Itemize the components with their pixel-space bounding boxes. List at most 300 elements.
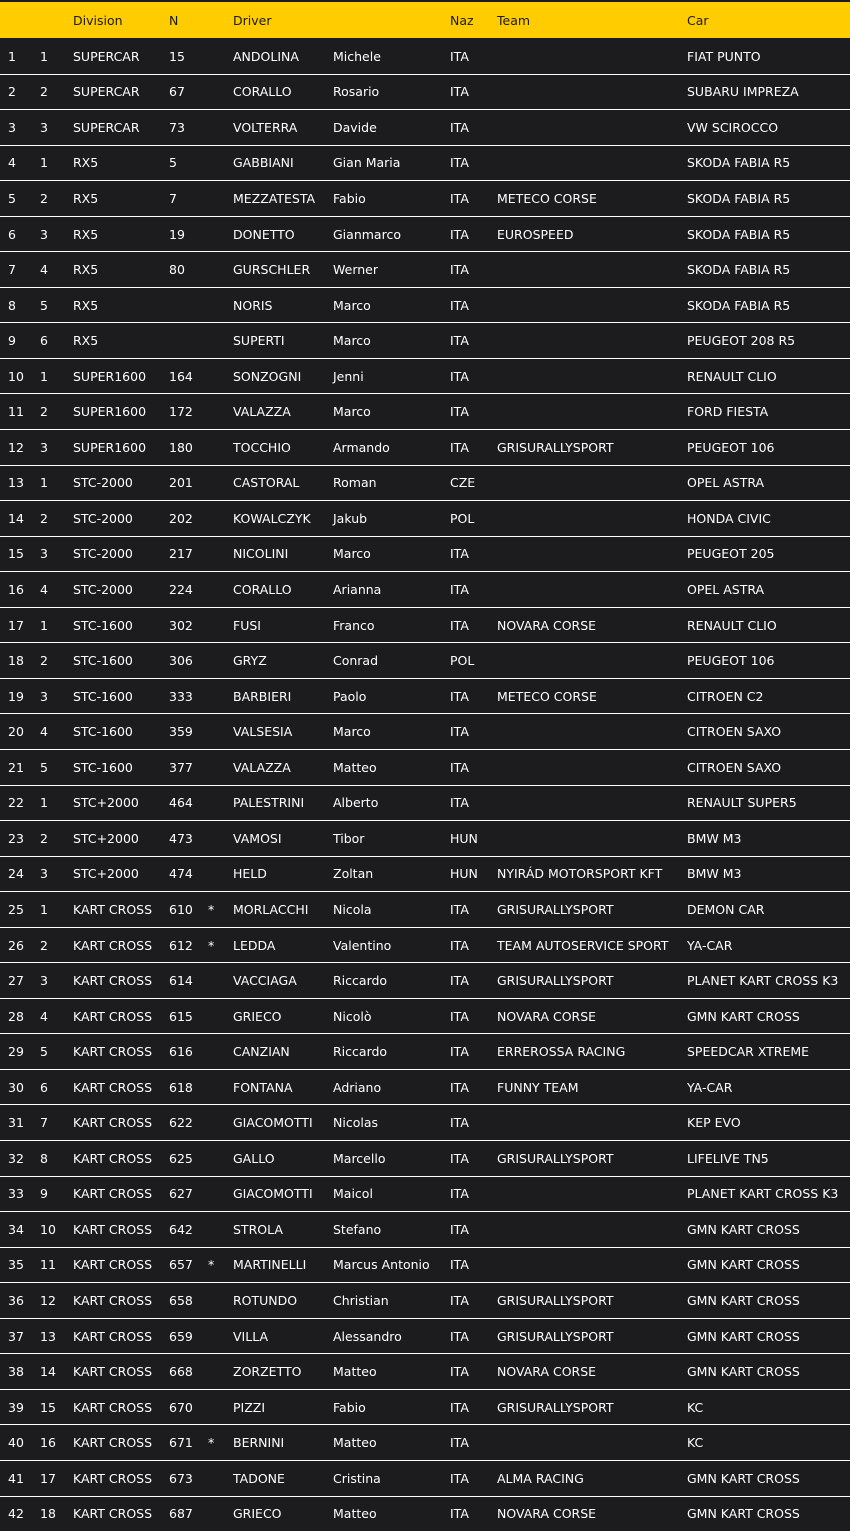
row-nationality: ITA (450, 1186, 469, 1202)
row-firstname: Franco (333, 617, 375, 633)
table-row[interactable] (0, 323, 850, 359)
row-firstname: Davide (333, 119, 377, 135)
row-surname: MEZZATESTA (233, 190, 316, 206)
table-row[interactable] (0, 1425, 850, 1461)
row-firstname: Jakub (333, 510, 368, 526)
row-number: 614 (169, 973, 193, 989)
row-team: GRISURALLYSPORT (497, 901, 614, 917)
row-number: 19 (169, 226, 185, 242)
row-number: 474 (169, 866, 193, 882)
row-number: 224 (169, 582, 193, 597)
row-number: 673 (169, 1470, 193, 1486)
row-position: 34 (8, 1221, 24, 1237)
row-firstname: Alessandro (333, 1328, 402, 1344)
row-surname: KOWALCZYK (233, 510, 311, 526)
table-header (0, 2, 850, 38)
row-car: GMN KART CROSS (687, 1506, 800, 1522)
row-surname: GABBIANI (233, 155, 294, 171)
row-class-position: 9 (40, 1186, 48, 1202)
row-nationality: ITA (450, 1257, 469, 1273)
row-position: 42 (8, 1506, 24, 1522)
row-position: 26 (8, 937, 24, 953)
row-surname: ZORZETTO (233, 1364, 302, 1380)
row-number: 612 (169, 937, 193, 953)
row-car: GMN KART CROSS (687, 1221, 800, 1237)
row-firstname: Marco (333, 333, 371, 349)
row-firstname: Marcello (333, 1150, 386, 1166)
row-car: FORD FIESTA (687, 404, 769, 420)
row-car: YA-CAR (687, 937, 733, 953)
row-class-position: 6 (40, 1079, 48, 1095)
header-nationality[interactable]: Naz (450, 12, 474, 28)
header-driver[interactable]: Driver (233, 12, 272, 28)
row-class-position: 4 (40, 1008, 48, 1024)
row-nationality: CZE (450, 475, 476, 491)
row-firstname: Alberto (333, 795, 379, 811)
row-flag: * (208, 1257, 215, 1273)
row-division: KART CROSS (73, 937, 153, 953)
row-number: 627 (169, 1186, 193, 1202)
row-surname: MARTINELLI (233, 1257, 307, 1273)
table-row[interactable] (0, 1212, 850, 1248)
row-nationality: ITA (450, 439, 469, 455)
row-firstname: Valentino (333, 937, 392, 953)
row-car: PLANET KART CROSS K3 (687, 973, 839, 989)
row-class-position: 4 (40, 582, 48, 597)
row-team: NOVARA CORSE (497, 1364, 597, 1380)
row-number: 67 (169, 84, 185, 100)
row-nationality: ITA (450, 1044, 469, 1060)
row-division: SUPER1600 (73, 439, 147, 455)
table-row[interactable] (0, 217, 850, 253)
row-car: HONDA CIVIC (687, 510, 771, 526)
row-firstname: Arianna (333, 582, 382, 597)
row-number: 377 (169, 759, 193, 775)
row-division: SUPERCAR (73, 48, 140, 64)
row-nationality: ITA (450, 1008, 469, 1024)
row-position: 15 (8, 546, 24, 562)
table-row[interactable] (0, 501, 850, 537)
row-surname: PALESTRINI (233, 795, 305, 811)
row-number: 615 (169, 1008, 193, 1024)
row-division: KART CROSS (73, 1364, 153, 1380)
row-division: KART CROSS (73, 1221, 153, 1237)
row-number: 658 (169, 1293, 193, 1308)
table-row[interactable] (0, 1461, 850, 1497)
row-division: SUPER1600 (73, 368, 147, 384)
table-row[interactable] (0, 110, 850, 146)
row-position: 1 (8, 48, 16, 64)
row-surname: BERNINI (233, 1435, 285, 1451)
row-number: 5 (169, 155, 177, 171)
row-number: 668 (169, 1364, 193, 1380)
row-team: EUROSPEED (497, 226, 574, 242)
row-nationality: ITA (450, 1506, 469, 1522)
row-division: SUPERCAR (73, 84, 140, 100)
row-position: 20 (8, 724, 24, 740)
row-surname: FUSI (233, 617, 261, 633)
row-firstname: Nicolò (333, 1008, 372, 1024)
row-position: 4 (8, 155, 16, 171)
row-division: STC-1600 (73, 617, 133, 633)
row-division: KART CROSS (73, 1186, 153, 1202)
header-number[interactable]: N (169, 12, 179, 28)
row-car: SUBARU IMPREZA (687, 84, 799, 100)
row-surname: TADONE (233, 1470, 285, 1486)
row-firstname: Marco (333, 297, 371, 313)
row-position: 5 (8, 190, 16, 206)
row-division: KART CROSS (73, 1150, 153, 1166)
row-firstname: Michele (333, 48, 381, 64)
row-team: GRISURALLYSPORT (497, 439, 614, 455)
table-row[interactable] (0, 359, 850, 395)
row-class-position: 10 (40, 1221, 56, 1237)
table-row[interactable] (0, 75, 850, 111)
row-number: 164 (169, 368, 193, 384)
row-flag: * (208, 937, 215, 953)
row-class-position: 3 (40, 973, 48, 989)
row-car: KC (687, 1399, 704, 1415)
row-position: 6 (8, 226, 16, 242)
table-row[interactable] (0, 608, 850, 644)
row-car: KEP EVO (687, 1115, 741, 1131)
row-class-position: 3 (40, 688, 48, 704)
row-firstname: Armando (333, 439, 390, 455)
row-surname: VILLA (233, 1328, 269, 1344)
table-row[interactable] (0, 1177, 850, 1213)
row-nationality: POL (450, 510, 475, 526)
row-division: STC-1600 (73, 759, 133, 775)
row-position: 7 (8, 262, 16, 278)
row-number: 172 (169, 404, 193, 420)
row-car: YA-CAR (687, 1079, 733, 1095)
table-row[interactable] (0, 963, 850, 999)
row-car: RENAULT CLIO (687, 617, 777, 633)
row-surname: NORIS (233, 297, 273, 313)
row-car: OPEL ASTRA (687, 475, 765, 491)
row-surname: CANZIAN (233, 1044, 290, 1060)
row-car: GMN KART CROSS (687, 1328, 800, 1344)
row-firstname: Marco (333, 724, 371, 740)
table-row[interactable] (0, 1497, 850, 1532)
row-team: NOVARA CORSE (497, 1506, 597, 1522)
table-row[interactable] (0, 892, 850, 928)
row-firstname: Matteo (333, 759, 377, 775)
row-nationality: ITA (450, 901, 469, 917)
row-position: 38 (8, 1364, 24, 1380)
table-row[interactable] (0, 1141, 850, 1177)
row-car: CITROEN SAXO (687, 759, 782, 775)
row-nationality: ITA (450, 84, 469, 100)
table-row[interactable] (0, 928, 850, 964)
row-car: PEUGEOT 205 (687, 546, 775, 562)
row-surname: GRIECO (233, 1008, 282, 1024)
row-surname: DONETTO (233, 226, 295, 242)
row-team: ERREROSSA RACING (497, 1044, 626, 1060)
row-number: 202 (169, 510, 193, 526)
row-surname: VOLTERRA (233, 119, 298, 135)
row-firstname: Gianmarco (333, 226, 401, 242)
row-nationality: ITA (450, 262, 469, 278)
row-nationality: HUN (450, 866, 478, 882)
row-class-position: 16 (40, 1435, 56, 1451)
row-surname: CASTORAL (233, 475, 300, 491)
row-division: KART CROSS (73, 1079, 153, 1095)
row-class-position: 6 (40, 333, 48, 349)
table-row[interactable] (0, 1070, 850, 1106)
row-number: 359 (169, 724, 193, 740)
row-surname: ANDOLINA (233, 48, 299, 64)
table-row[interactable] (0, 714, 850, 750)
row-firstname: Roman (333, 475, 377, 491)
row-car: FIAT PUNTO (687, 48, 761, 64)
row-number: 659 (169, 1328, 193, 1344)
row-position: 30 (8, 1079, 24, 1095)
row-car: SKODA FABIA R5 (687, 190, 791, 206)
row-position: 41 (8, 1470, 24, 1486)
row-firstname: Matteo (333, 1364, 377, 1380)
header-division[interactable]: Division (73, 12, 123, 28)
table-row[interactable] (0, 999, 850, 1035)
row-car: SKODA FABIA R5 (687, 226, 791, 242)
table-row[interactable] (0, 750, 850, 786)
row-division: SUPER1600 (73, 404, 147, 420)
row-nationality: ITA (450, 1435, 469, 1451)
row-firstname: Conrad (333, 653, 379, 669)
row-car: PEUGEOT 106 (687, 653, 775, 669)
row-number: 671 (169, 1435, 193, 1451)
row-surname: LEDDA (233, 937, 276, 953)
row-position: 35 (8, 1257, 24, 1273)
row-surname: GRIECO (233, 1506, 282, 1522)
row-surname: TOCCHIO (233, 439, 291, 455)
row-class-position: 2 (40, 830, 48, 846)
table-row[interactable] (0, 679, 850, 715)
row-nationality: ITA (450, 1399, 469, 1415)
table-row[interactable] (0, 1283, 850, 1319)
row-nationality: ITA (450, 1470, 469, 1486)
row-car: CITROEN SAXO (687, 724, 782, 740)
row-car: PEUGEOT 208 R5 (687, 333, 796, 349)
row-nationality: ITA (450, 1328, 469, 1344)
row-class-position: 3 (40, 226, 48, 242)
row-number: 687 (169, 1506, 193, 1522)
row-class-position: 2 (40, 404, 48, 420)
row-nationality: ITA (450, 724, 469, 740)
row-nationality: ITA (450, 546, 469, 562)
row-class-position: 17 (40, 1470, 56, 1486)
row-nationality: ITA (450, 1115, 469, 1131)
row-division: KART CROSS (73, 1470, 153, 1486)
row-division: KART CROSS (73, 1435, 153, 1451)
row-division: KART CROSS (73, 1399, 153, 1415)
row-surname: BARBIERI (233, 688, 292, 704)
table-row[interactable] (0, 537, 850, 573)
table-row[interactable] (0, 786, 850, 822)
row-division: STC-1600 (73, 688, 133, 704)
table-row[interactable] (0, 857, 850, 893)
row-nationality: ITA (450, 297, 469, 313)
row-surname: HELD (233, 866, 267, 882)
row-position: 40 (8, 1435, 24, 1451)
row-surname: GIACOMOTTI (233, 1186, 313, 1202)
row-division: KART CROSS (73, 1257, 153, 1273)
row-firstname: Maicol (333, 1186, 373, 1202)
row-division: KART CROSS (73, 1506, 153, 1522)
row-firstname: Riccardo (333, 973, 388, 989)
table-row[interactable] (0, 643, 850, 679)
row-firstname: Jenni (333, 368, 364, 384)
row-nationality: ITA (450, 1364, 469, 1380)
row-position: 2 (8, 84, 16, 100)
row-nationality: ITA (450, 155, 469, 171)
row-class-position: 3 (40, 439, 48, 455)
row-class-position: 1 (40, 475, 48, 491)
row-class-position: 3 (40, 119, 48, 135)
row-surname: FONTANA (233, 1079, 293, 1095)
table-row[interactable] (0, 572, 850, 608)
row-surname: SONZOGNI (233, 368, 302, 384)
table-row[interactable] (0, 288, 850, 324)
row-class-position: 1 (40, 48, 48, 64)
row-class-position: 4 (40, 724, 48, 740)
row-position: 21 (8, 759, 24, 775)
row-number: 622 (169, 1115, 193, 1131)
row-firstname: Marco (333, 546, 371, 562)
table-row[interactable] (0, 1390, 850, 1426)
row-position: 18 (8, 653, 24, 669)
row-nationality: ITA (450, 48, 469, 64)
row-class-position: 1 (40, 155, 48, 171)
row-division: KART CROSS (73, 1328, 153, 1344)
row-position: 31 (8, 1115, 24, 1131)
row-position: 22 (8, 795, 24, 811)
row-firstname: Fabio (333, 190, 366, 206)
table-row[interactable] (0, 39, 850, 75)
row-class-position: 3 (40, 866, 48, 882)
row-firstname: Christian (333, 1293, 389, 1308)
row-class-position: 11 (40, 1257, 56, 1273)
table-row[interactable] (0, 821, 850, 857)
row-firstname: Nicola (333, 901, 372, 917)
row-firstname: Zoltan (333, 866, 374, 882)
table-row[interactable] (0, 466, 850, 502)
row-class-position: 1 (40, 901, 48, 917)
row-firstname: Werner (333, 262, 378, 278)
row-car: RENAULT CLIO (687, 368, 777, 384)
row-car: SPEEDCAR XTREME (687, 1044, 810, 1060)
header-car[interactable]: Car (687, 12, 709, 28)
row-division: STC+2000 (73, 830, 139, 846)
row-team: FUNNY TEAM (497, 1079, 579, 1095)
row-class-position: 1 (40, 368, 48, 384)
row-team: TEAM AUTOSERVICE SPORT (497, 937, 669, 953)
row-nationality: ITA (450, 226, 469, 242)
table-row[interactable] (0, 181, 850, 217)
header-team[interactable]: Team (497, 12, 531, 28)
row-car: OPEL ASTRA (687, 582, 765, 597)
row-division: KART CROSS (73, 1293, 153, 1308)
row-position: 27 (8, 973, 24, 989)
row-class-position: 13 (40, 1328, 56, 1344)
row-division: RX5 (73, 333, 99, 349)
row-car: GMN KART CROSS (687, 1293, 800, 1308)
row-surname: ROTUNDO (233, 1293, 298, 1308)
table-row[interactable] (0, 146, 850, 182)
row-surname: SUPERTI (233, 333, 285, 349)
row-number: 616 (169, 1044, 193, 1060)
table-row[interactable] (0, 1319, 850, 1355)
row-team: NOVARA CORSE (497, 617, 597, 633)
table-row[interactable] (0, 1248, 850, 1284)
row-class-position: 2 (40, 190, 48, 206)
row-car: SKODA FABIA R5 (687, 297, 791, 313)
row-number: 473 (169, 830, 193, 846)
row-position: 23 (8, 830, 24, 846)
row-firstname: Gian Maria (333, 155, 401, 171)
row-number: 618 (169, 1079, 193, 1095)
row-position: 39 (8, 1399, 24, 1415)
row-car: CITROEN C2 (687, 688, 764, 704)
row-surname: CORALLO (233, 582, 292, 597)
row-class-position: 2 (40, 84, 48, 100)
table-row[interactable] (0, 252, 850, 288)
row-surname: GALLO (233, 1150, 275, 1166)
row-team: GRISURALLYSPORT (497, 973, 614, 989)
row-nationality: ITA (450, 582, 469, 597)
row-nationality: ITA (450, 333, 469, 349)
row-number: 302 (169, 617, 193, 633)
table-row[interactable] (0, 430, 850, 466)
row-position: 11 (8, 404, 24, 420)
row-car: SKODA FABIA R5 (687, 155, 791, 171)
row-team: NOVARA CORSE (497, 1008, 597, 1024)
table-row[interactable] (0, 1034, 850, 1070)
row-division: STC+2000 (73, 866, 139, 882)
row-class-position: 12 (40, 1293, 56, 1308)
row-position: 9 (8, 333, 16, 349)
row-nationality: ITA (450, 404, 469, 420)
table-row[interactable] (0, 395, 850, 431)
row-division: KART CROSS (73, 901, 153, 917)
row-surname: VALAZZA (233, 404, 291, 420)
row-firstname: Nicolas (333, 1115, 378, 1131)
row-class-position: 8 (40, 1150, 48, 1166)
table-row[interactable] (0, 1106, 850, 1142)
row-surname: VALSESIA (233, 724, 293, 740)
row-team: METECO CORSE (497, 190, 597, 206)
row-surname: VAMOSI (233, 830, 282, 846)
row-firstname: Fabio (333, 1399, 366, 1415)
row-nationality: ITA (450, 119, 469, 135)
table-row[interactable] (0, 1354, 850, 1390)
row-nationality: ITA (450, 795, 469, 811)
row-surname: GRYZ (233, 653, 267, 669)
row-car: DEMON CAR (687, 901, 765, 917)
row-division: RX5 (73, 262, 99, 278)
row-car: KC (687, 1435, 704, 1451)
row-class-position: 2 (40, 653, 48, 669)
row-division: SUPERCAR (73, 119, 140, 135)
row-position: 19 (8, 688, 24, 704)
row-firstname: Adriano (333, 1079, 382, 1095)
row-division: KART CROSS (73, 973, 153, 989)
row-team: ALMA RACING (497, 1470, 584, 1486)
row-division: KART CROSS (73, 1044, 153, 1060)
row-surname: VACCIAGA (233, 973, 297, 989)
row-surname: GIACOMOTTI (233, 1115, 313, 1131)
row-car: LIFELIVE TN5 (687, 1150, 769, 1166)
